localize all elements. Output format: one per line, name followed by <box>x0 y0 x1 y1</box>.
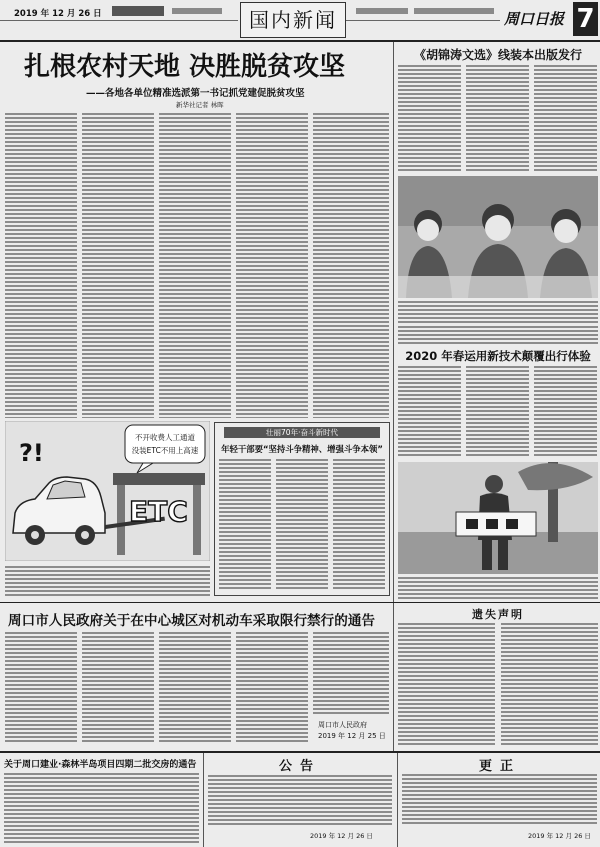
speech-bubble-line: 不开收费人工通道 <box>135 433 195 442</box>
header-rule <box>0 40 600 42</box>
column-divider <box>397 753 398 847</box>
travel-body-column <box>534 366 597 458</box>
lead-body-column <box>313 113 389 418</box>
housing-body <box>4 773 199 843</box>
classroom-photo-caption <box>398 301 598 323</box>
cartoon-exclaim: ?! <box>19 439 44 467</box>
cartoon <box>5 421 210 561</box>
lead-body-column <box>82 113 154 418</box>
bottom-rule <box>0 751 600 753</box>
correction-headline: 更正 <box>478 759 521 774</box>
lead-body-column <box>5 113 77 418</box>
notice-body-column <box>236 632 308 744</box>
column-divider <box>203 753 204 847</box>
announce-headline: 公告 <box>278 759 321 774</box>
travel-headline: 2020 年春运用新技术颠覆出行体验 <box>405 349 591 363</box>
speech-bubble-line: 没装ETC不用上高速 <box>131 446 199 455</box>
lost-headline: 遗失声明 <box>472 608 524 621</box>
notice-body-column <box>82 632 154 744</box>
notice-date: 2019 年 12 月 25 日 <box>318 732 386 740</box>
header-line-right <box>346 20 500 21</box>
correction-body <box>402 774 597 826</box>
page-number: 7 <box>573 2 598 36</box>
travel-body-column <box>466 366 529 458</box>
notice-body-column <box>5 632 77 744</box>
cartoon-caption <box>5 566 210 598</box>
book-body-column <box>534 65 597 173</box>
toll-gate-label: ETC <box>129 495 188 528</box>
notice-body-column <box>313 632 389 716</box>
lead-subtitle: ——各地各单位精准选派第一书记抓党建促脱贫攻坚 <box>86 88 305 99</box>
header-editor-info <box>172 8 222 14</box>
classroom-photo <box>398 176 598 298</box>
paper-logo: 周口日报 <box>504 10 565 28</box>
lead-byline: 新华社记者 林晖 <box>176 101 224 109</box>
announce-body <box>208 775 392 827</box>
notice-signer: 周口市人民政府 <box>318 721 367 729</box>
header-info-box <box>112 6 164 16</box>
travel-body-column <box>398 366 461 458</box>
feature-headline: 年轻干部要“坚持斗争精神、增强斗争本领” <box>221 444 383 454</box>
feature-body-column <box>219 459 271 591</box>
lead-body-column <box>159 113 231 418</box>
book-body-end <box>398 326 598 344</box>
housing-headline: 关于周口建业·森林半岛项目四期二批交房的通告 <box>4 760 197 770</box>
feature-body-column <box>333 459 385 591</box>
notice-headline: 周口市人民政府关于在中心城区对机动车采取限行禁行的通告 <box>8 613 376 629</box>
lead-body-column <box>236 113 308 418</box>
book-body-column <box>466 65 529 173</box>
correction-date: 2019 年 12 月 26 日 <box>528 832 591 840</box>
notice-body-column <box>159 632 231 744</box>
announce-date: 2019 年 12 月 26 日 <box>310 832 373 840</box>
header-email-info <box>414 8 494 14</box>
lead-headline: 扎根农村天地 决胜脱贫攻坚 <box>24 52 346 82</box>
column-divider <box>393 42 394 602</box>
section-title: 国内新闻 <box>240 2 346 38</box>
feature-body-column <box>276 459 328 591</box>
header-phone-info <box>356 8 408 14</box>
lost-body-column <box>398 623 495 747</box>
feature-banner: 壮丽70年·奋斗新时代 <box>224 427 380 438</box>
column-divider <box>393 603 394 751</box>
lost-body-column <box>501 623 598 747</box>
book-body-column <box>398 65 461 173</box>
farmer-photo <box>398 462 598 574</box>
issue-date: 2019 年 12 月 26 日 <box>14 9 102 19</box>
farmer-photo-caption <box>398 577 598 599</box>
header-line-left <box>0 20 238 21</box>
section-rule <box>0 602 600 603</box>
book-headline: 《胡锦涛文选》线装本出版发行 <box>413 48 582 62</box>
